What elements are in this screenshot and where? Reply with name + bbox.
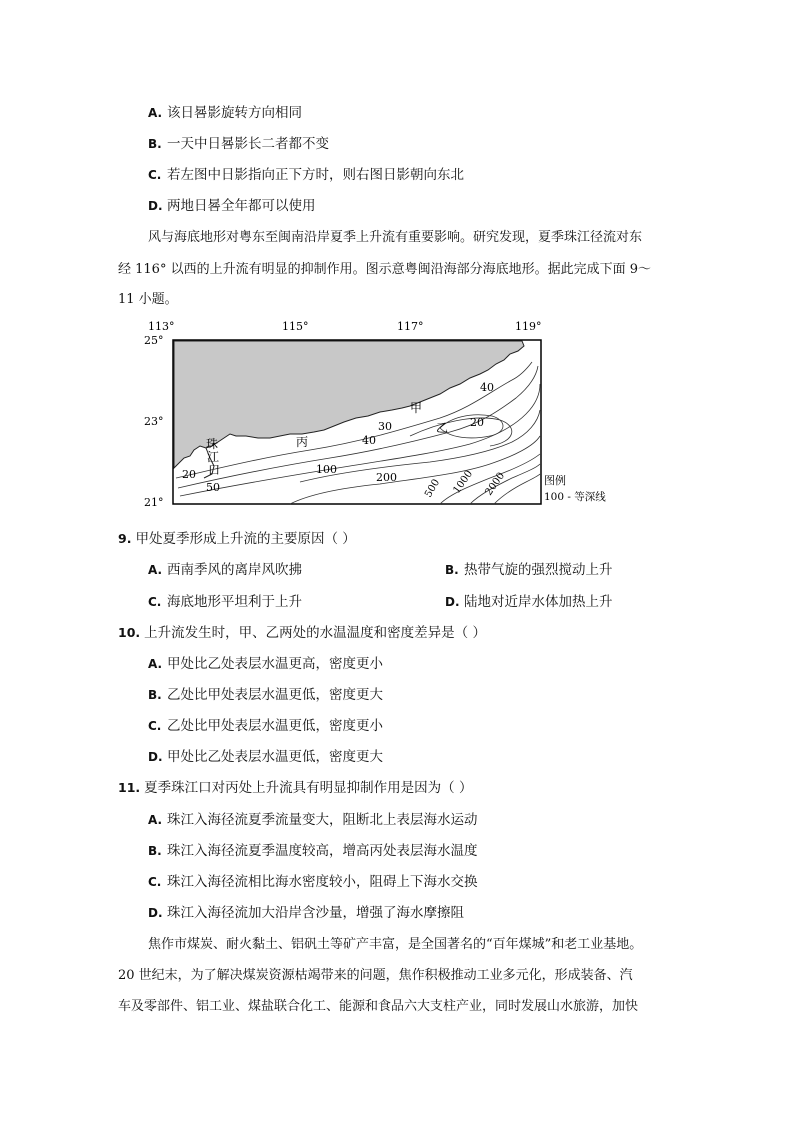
seafloor-map	[140, 318, 660, 514]
place-label-kou: 口	[208, 463, 221, 477]
lon-label-117: 117°	[397, 320, 424, 333]
depth-label-200: 200	[376, 471, 397, 484]
lon-label-115: 115°	[282, 320, 309, 333]
option-c: C. 若左图中日影指向正下方时，则右图日影朝向东北	[148, 167, 464, 183]
place-label-jiang: 江	[207, 450, 220, 464]
lat-label-25: 25°	[144, 334, 164, 347]
question-10-stem: 10. 上升流发生时，甲、乙两处的水温温度和密度差异是（ ）	[118, 625, 486, 641]
q9-option-b: B. 热带气旋的强烈搅动上升	[445, 562, 613, 578]
legend-text: 100 - 等深线	[544, 491, 606, 503]
legend-title: 图例	[544, 474, 566, 487]
q10-option-b: B. 乙处比甲处表层水温更低，密度更大	[148, 687, 383, 703]
depth-label-1000: 1000	[451, 468, 476, 496]
place-label-yi: 乙	[436, 421, 449, 435]
q9-option-c: C. 海底地形平坦利于上升	[148, 594, 302, 610]
q10-option-d: D. 甲处比乙处表层水温更低，密度更大	[148, 749, 383, 765]
option-b: B. 一天中日晷影长二者都不变	[148, 136, 329, 152]
q11-option-b: B. 珠江入海径流夏季温度较高，增高丙处表层海水温度	[148, 843, 478, 859]
passage2-line2: 20 世纪末，为了解决煤炭资源枯竭带来的问题，焦作积极推动工业多元化，形成装备、汽	[118, 968, 633, 983]
depth-label-500: 500	[423, 477, 443, 500]
depth-label-30: 30	[378, 420, 392, 433]
passage1-line1: 风与海底地形对粤东至闽南沿岸夏季上升流有重要影响。研究发现，夏季珠江径流对东	[148, 230, 643, 245]
question-11-stem: 11. 夏季珠江口对丙处上升流具有明显抑制作用是因为（ ）	[118, 780, 473, 796]
depth-label-20-west: 20	[182, 468, 196, 481]
depth-label-50: 50	[206, 481, 220, 494]
q11-option-a: A. 珠江入海径流夏季流量变大，阻断北上表层海水运动	[148, 812, 478, 828]
q9-option-d: D. 陆地对近岸水体加热上升	[445, 594, 613, 610]
passage1-line2: 经 116° 以西的上升流有明显的抑制作用。图示意粤闽沿海部分海底地形。据此完成下面 9～	[118, 262, 651, 277]
depth-label-20-east: 20	[470, 416, 484, 429]
place-label-bing: 丙	[296, 435, 309, 449]
q10-option-a: A. 甲处比乙处表层水温更高，密度更小	[148, 656, 383, 672]
place-label-zhu: 珠	[206, 437, 219, 451]
depth-label-40-north: 40	[480, 381, 494, 394]
q11-option-d: D. 珠江入海径流加大沿岸含沙量，增强了海水摩擦阻	[148, 905, 464, 921]
passage2-line1: 焦作市煤炭、耐火黏土、铝矾土等矿产丰富，是全国著名的“百年煤城”和老工业基地。	[148, 937, 643, 952]
q11-option-c: C. 珠江入海径流相比海水密度较小，阻碍上下海水交换	[148, 874, 478, 890]
depth-label-100: 100	[316, 463, 337, 476]
lon-label-113: 113°	[148, 320, 175, 333]
lon-label-119: 119°	[515, 320, 542, 333]
lat-label-21: 21°	[144, 496, 164, 509]
option-a: A. 该日晷影旋转方向相同	[148, 105, 302, 121]
depth-label-2000: 2000	[483, 470, 508, 498]
place-label-jia: 甲	[410, 401, 423, 415]
q9-option-a: A. 西南季风的离岸风吹拂	[148, 562, 302, 578]
q10-option-c: C. 乙处比甲处表层水温更低，密度更小	[148, 718, 383, 734]
depth-label-40: 40	[362, 434, 376, 447]
option-d: D. 两地日晷全年都可以使用	[148, 198, 316, 214]
passage2-line3: 车及零部件、铝工业、煤盐联合化工、能源和食品六大支柱产业，同时发展山水旅游，加快	[118, 999, 639, 1014]
lat-label-23: 23°	[144, 415, 164, 428]
question-9-stem: 9. 甲处夏季形成上升流的主要原因（ ）	[118, 531, 356, 547]
passage1-line3: 11 小题。	[118, 292, 178, 307]
